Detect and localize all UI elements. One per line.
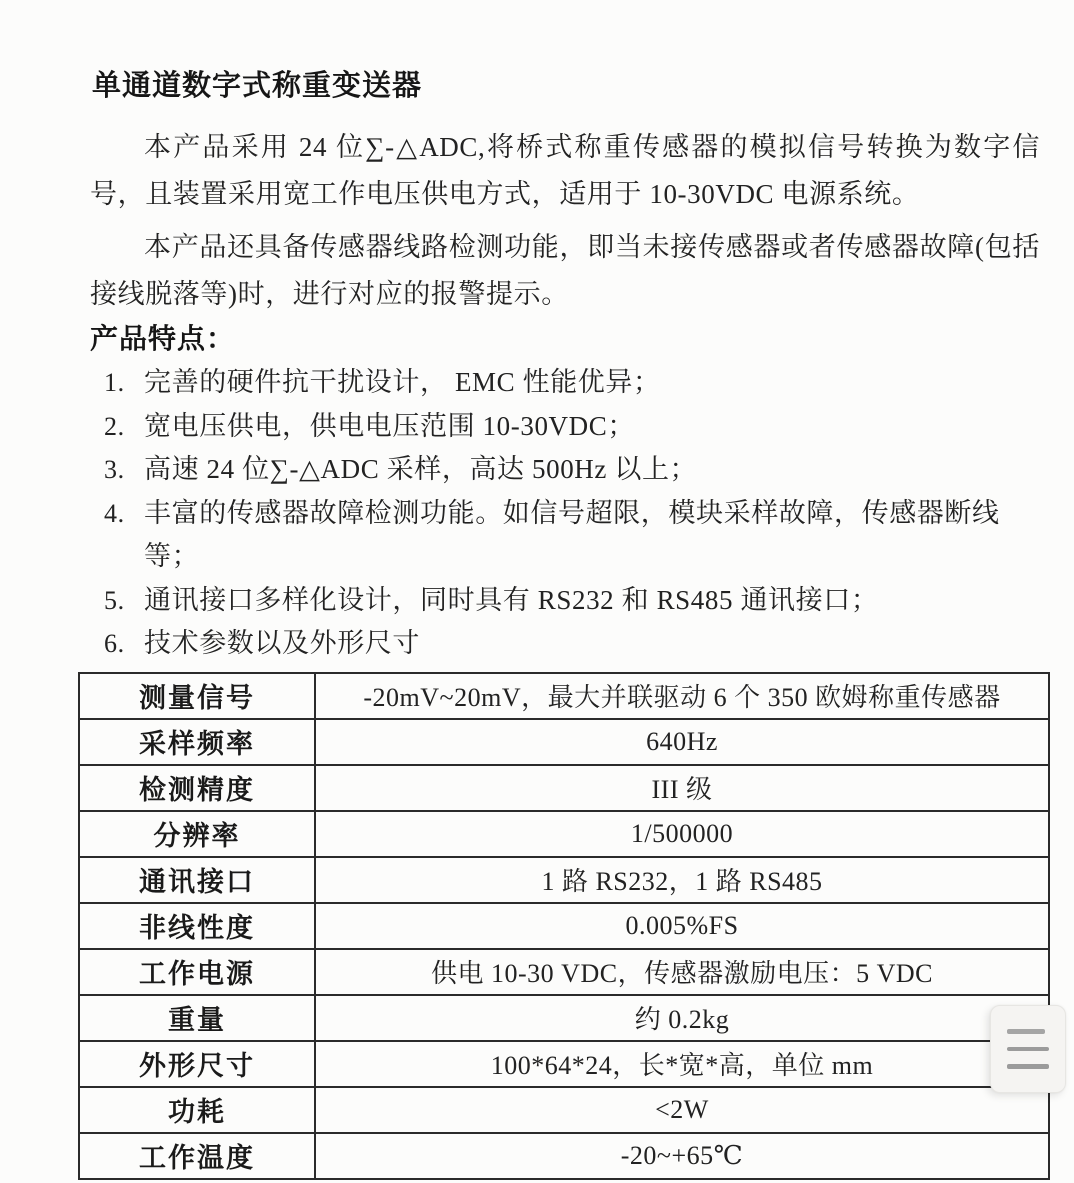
table-row [79, 673, 1049, 719]
table-row [79, 1041, 1049, 1087]
spec-label-cell: 检测精度 [79, 765, 315, 811]
feature-text: 通讯接口多样化设计，同时具有 RS232 和 RS485 通讯接口； [144, 584, 879, 615]
spec-value-cell: -20mV~20mV，最大并联驱动 6 个 350 欧姆称重传感器 [315, 673, 1049, 719]
spec-label-cell: 分辨率 [79, 811, 315, 857]
hamburger-menu-icon [1007, 1029, 1049, 1069]
spec-value-cell: -20~+65℃ [315, 1133, 1049, 1179]
features-list [90, 361, 1040, 666]
spec-label-cell: 重量 [79, 995, 315, 1041]
spec-value-cell: 约 0.2kg [315, 995, 1049, 1041]
spec-value-cell: 1/500000 [315, 811, 1049, 857]
feature-number: 6. [104, 629, 125, 658]
feature-number: 5. [104, 585, 125, 615]
table-row [79, 949, 1049, 995]
spec-value-cell: <2W [315, 1087, 1049, 1133]
feature-item [90, 579, 1040, 623]
feature-item [90, 448, 1040, 492]
spec-label-cell: 工作电源 [79, 949, 315, 995]
feature-item [90, 405, 1040, 449]
feature-text: 完善的硬件抗干扰设计， EMC 性能优异； [144, 367, 661, 397]
feature-number: 3. [104, 455, 125, 484]
feature-item [90, 492, 1040, 579]
feature-number: 1. [104, 368, 125, 397]
feature-text: 高速 24 位∑-△ADC 采样，高达 500Hz 以上； [144, 454, 698, 484]
table-row [79, 995, 1049, 1041]
features-heading: 产品特点： [90, 323, 236, 354]
spec-value-cell: 100*64*24，长*宽*高，单位 mm [315, 1041, 1049, 1087]
spec-label-cell: 工作温度 [79, 1133, 315, 1179]
feature-text: 宽电压供电，供电电压范围 10-30VDC； [144, 410, 635, 441]
spec-table [78, 672, 1050, 1180]
spec-label-cell: 采样频率 [79, 719, 315, 765]
intro-paragraph-2: 本产品还具备传感器线路检测功能，即当未接传感器或者传感器故障(包括接线脱落等)时，进行对应的报警提示。 [90, 232, 1040, 309]
intro-paragraph-1: 本产品采用 24 位∑-△ADC,将桥式称重传感器的模拟信号转换为数字信号，且装置采用宽工作电压供电方式，适用于 10-30VDC 电源系统。 [90, 132, 1040, 209]
feature-item [90, 622, 1040, 666]
table-row [79, 811, 1049, 857]
spec-value-cell: 640Hz [315, 719, 1049, 765]
spec-value-cell: 0.005%FS [315, 903, 1049, 949]
table-row [79, 1133, 1049, 1179]
spec-label-cell: 非线性度 [79, 903, 315, 949]
spec-value-cell: III 级 [315, 765, 1049, 811]
table-row [79, 857, 1049, 903]
document-content [0, 68, 1074, 1180]
spec-label-cell: 功耗 [79, 1087, 315, 1133]
feature-number: 2. [104, 411, 125, 441]
page-title: 单通道数字式称重变送器 [92, 70, 423, 102]
table-row [79, 903, 1049, 949]
feature-item [90, 361, 1040, 405]
feature-text: 丰富的传感器故障检测功能。如信号超限，模块采样故障，传感器断线等； [144, 497, 1000, 571]
spec-value-cell: 1 路 RS232，1 路 RS485 [315, 857, 1049, 903]
spec-label-cell: 测量信号 [79, 673, 315, 719]
spec-label-cell: 外形尺寸 [79, 1041, 315, 1087]
table-row [79, 1087, 1049, 1133]
feature-number: 4. [104, 498, 125, 528]
feature-text: 技术参数以及外形尺寸 [144, 628, 420, 658]
table-row [79, 719, 1049, 765]
spec-value-cell: 供电 10-30 VDC，传感器激励电压：5 VDC [315, 949, 1049, 995]
table-row [79, 765, 1049, 811]
floating-menu-button[interactable] [990, 1005, 1066, 1093]
spec-label-cell: 通讯接口 [79, 857, 315, 903]
